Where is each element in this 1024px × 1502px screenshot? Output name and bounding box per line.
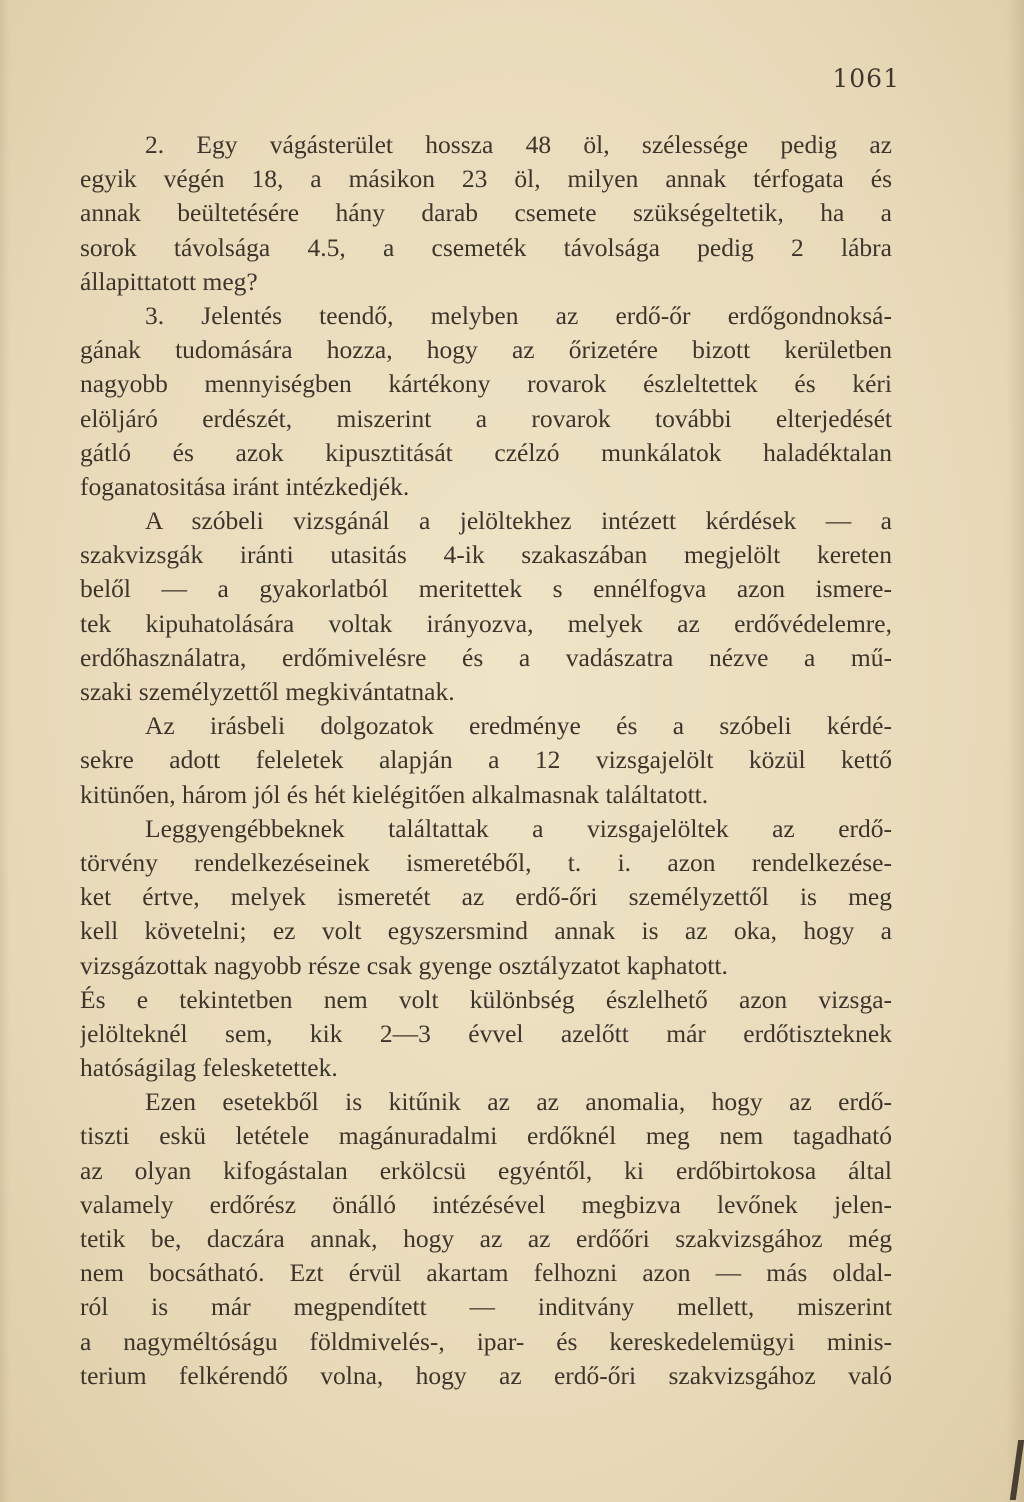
text-line: a nagyméltóságu földmivelés-, ipar- és kereskedelemügyi minis-	[80, 1326, 892, 1356]
text-line: 2. Egy vágásterület hossza 48 öl, szélessége pedig az	[145, 130, 892, 159]
text-line: hatóságilag felesketettek.	[80, 1053, 338, 1083]
text-line: törvény rendelkezéseinek ismeretéből, t. i. azon rendelkezése-	[80, 847, 892, 877]
text-line: ról is már megpendített — inditvány mellett, miszerint	[80, 1292, 892, 1322]
text-line: tiszti eskü letétele magánuradalmi erdőknél meg nem tagadható	[80, 1121, 892, 1151]
text-line: terium felkérendő volna, hogy az erdő-őri szakvizsgához való	[80, 1360, 892, 1390]
page-number: 1061	[832, 64, 900, 93]
text-line: Leggyengébbeknek találtattak a vizsgajelöltek az erdő-	[145, 813, 892, 843]
text-line: valamely erdőrész önálló intézésével megbizva levőnek jelen-	[80, 1189, 892, 1219]
text-line: A szóbeli vizsgánál a jelöltekhez intézett kérdések — a	[145, 506, 892, 536]
text-line: foganatositása iránt intézkedjék.	[80, 471, 410, 501]
text-line: nem bocsátható. Ezt érvül akartam felhozni azon — más oldal-	[80, 1258, 892, 1288]
text-line: És e tekintetben nem volt különbség észlelhető azon vizsga-	[80, 984, 892, 1014]
text-line: szaki személyzettől megkivántatnak.	[80, 677, 455, 706]
text-line: annak beültetésére hány darab csemete szükségeltetik, ha a	[80, 198, 892, 228]
text-line: elöljáró erdészét, miszerint a rovarok további elterjedését	[80, 403, 892, 433]
page-edge-shadow-right	[1006, 0, 1024, 1502]
body-text	[80, 128, 892, 1393]
text-line: nagyobb mennyiségben kártékony rovarok észleltettek és kéri	[80, 369, 892, 399]
text-line: Az irásbeli dolgozatok eredménye és a szóbeli kérdé-	[145, 711, 892, 741]
text-line: kell követelni; ez volt egyszersmind annak is az oka, hogy a	[80, 916, 892, 946]
text-line: kitünően, három jól és hét kielégitően alkalmasnak találtatott.	[80, 779, 709, 809]
text-line: jelölteknél sem, kik 2—3 évvel azelőtt már erdőtiszteknek	[80, 1018, 892, 1048]
text-line: tek kipuhatolására voltak irányozva, melyek az erdővédelemre,	[80, 608, 892, 638]
text-line: sorok távolsága 4.5, a csemeték távolsága pedig 2 lábra	[80, 232, 892, 262]
text-line: vizsgázottak nagyobb része csak gyenge osztályzatot kaphatott.	[80, 950, 728, 980]
text-line: szakvizsgák iránti utasitás 4-ik szakaszában megjelölt kereten	[80, 540, 892, 570]
text-line: sekre adott feleletek alapján a 12 vizsgajelölt közül kettő	[80, 745, 892, 775]
text-line: belől — a gyakorlatból meritettek s ennélfogva azon ismere-	[80, 574, 892, 604]
page-edge-shadow-left	[0, 0, 10, 1502]
text-line: egyik végén 18, a másikon 23 öl, milyen annak térfogata és	[80, 164, 892, 194]
text-line: ket értve, melyek ismeretét az erdő-őri személyzettől is meg	[80, 882, 892, 912]
text-line: erdőhasználatra, erdőmivelésre és a vadászatra nézve a mű-	[80, 642, 892, 672]
text-line: gának tudomására hozza, hogy az őrizetére bizott kerületben	[80, 335, 892, 365]
text-line: állapittatott meg?	[80, 266, 258, 296]
text-line: 3. Jelentés teendő, melyben az erdő-őr erdőgondnoksá-	[145, 300, 892, 330]
text-line: tetik be, daczára annak, hogy az az erdőőri szakvizsgához még	[80, 1224, 892, 1253]
text-line: Ezen esetekből is kitűnik az az anomalia, hogy az erdő-	[145, 1087, 892, 1117]
text-line: gátló és azok kipusztitását czélzó munkálatok haladéktalan	[80, 437, 892, 467]
text-line: az olyan kifogástalan erkölcsü egyéntől, ki erdőbirtokosa által	[80, 1155, 892, 1185]
